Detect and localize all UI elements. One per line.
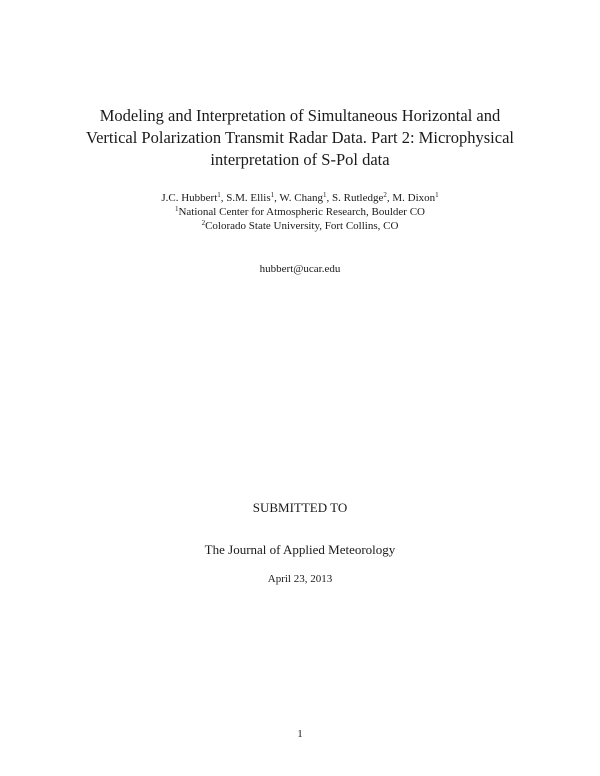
title-line-3: interpretation of S-Pol data [210, 150, 390, 169]
submission-label: SUBMITTED TO [252, 500, 348, 515]
title-line-1: Modeling and Interpretation of Simultaneous Horizontal and [99, 106, 501, 125]
affiliation-mark: 2 [201, 219, 206, 227]
paper-title [40, 105, 560, 171]
author-separator: , [326, 192, 333, 204]
author-list [40, 191, 560, 205]
title-line-2: Vertical Polarization Transmit Radar Data. Part 2: Microphysical [86, 128, 514, 147]
author-affiliation-mark: 1 [435, 191, 439, 199]
author-separator: , [386, 192, 393, 204]
author-name: S. Rutledge [332, 192, 384, 204]
author-affiliation-mark: 1 [217, 191, 221, 199]
author-affiliation-mark: 1 [270, 191, 275, 199]
page-number: 1 [297, 728, 303, 740]
author-affiliation-mark: 1 [323, 191, 327, 199]
affiliation-2 [40, 219, 560, 233]
author-name: W. Chang [279, 192, 324, 204]
author-separator: , [274, 192, 280, 204]
affiliation-text: National Center for Atmospheric Research, Boulder CO [178, 206, 426, 218]
author-name: J.C. Hubbert [161, 192, 218, 204]
affiliation-1 [40, 205, 560, 219]
contact-email: hubbert@ucar.edu [259, 263, 341, 275]
author-name: M. Dixon [392, 192, 436, 204]
affiliation-text: Colorado State University, Fort Collins, CO [205, 220, 399, 232]
author-separator: , [220, 192, 227, 204]
author-name: S.M. Ellis [226, 192, 271, 204]
affiliation-mark: 1 [174, 205, 179, 213]
submission-date: April 23, 2013 [267, 573, 333, 585]
author-affiliation-mark: 2 [383, 191, 387, 199]
journal-name: The Journal of Applied Meteorology [204, 542, 396, 557]
